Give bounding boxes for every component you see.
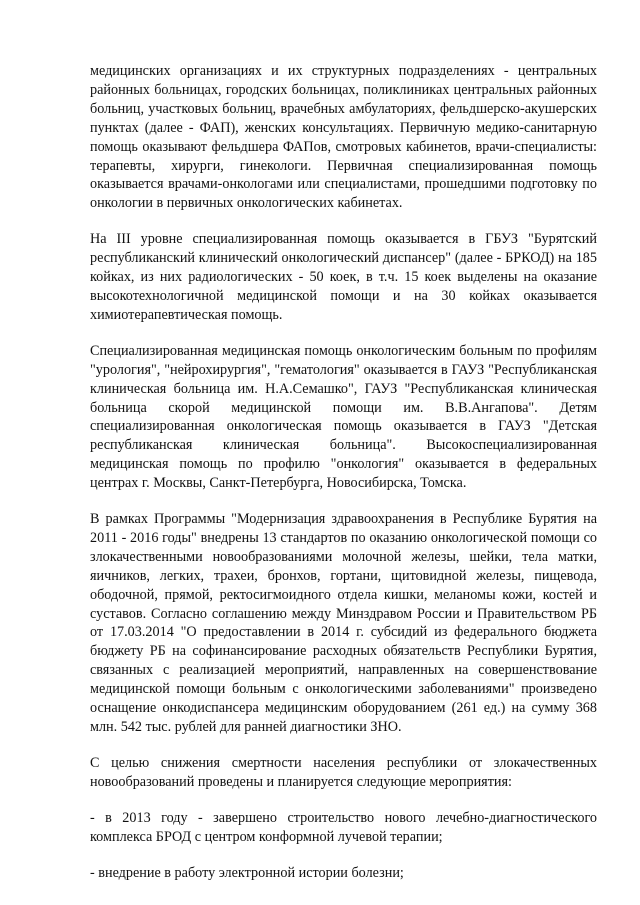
- paragraph-level-three-care: На III уровне специализированная помощь оказывается в ГБУЗ "Бурятский республиканский клинический онкологический диспансер" (далее - БРКОД) на 185 койках, из них радиологических - 50 коек, в т.ч. 15 коек выделены на оказание высокотехнологичной медицинской помощи и на 30 койках оказывается химиотерапевтическая помощь.: [90, 231, 597, 323]
- paragraph-modernization-program: В рамках Программы "Модернизация здравоохранения в Республике Бурятия на 2011 - 2016 годы" внедрены 13 стандартов по оказанию онкологической помощи со злокачественными новообразованиями молочной железы, шейки, тела матки, яичников, легких, трахеи, бронхов, гортани, щитовидной железы, пищевода, ободочной, прямой, ректосигмоидного отдела кишки, меланомы кожи, костей и суставов. Согласно соглашению между Минздравом России и Правительством РБ от 17.03.2014 "О предоставлении в 2014 г. субсидий из федерального бюджета бюджету РБ на софинансирование расходных обязательств Республики Бурятия, связанных с реализацией мероприятий, направленных на совершенствование медицинской помощи больным с онкологическими заболеваниями" произведено оснащение онкодиспансера медицинским оборудованием (261 ед.) на сумму 368 млн. 542 тыс. рублей для ранней диагностики ЗНО.: [90, 511, 597, 735]
- paragraph-mortality-reduction: С целью снижения смертности населения республики от злокачественных новообразований проведены и планируется следующие мероприятия:: [90, 754, 597, 790]
- paragraph-primary-care: медицинских организациях и их структурных подразделениях - центральных районных больницах, городских больницах, поликлиниках центральных районных больниц, участковых больниц, врачебных амбулаториях, фельдшерско-акушерских пунктах (далее - ФАП), женских консультациях. Первичную медико-санитарную помощь оказывают фельдшера ФАПов, смотровых кабинетов, врачи-специалисты: терапевты, хирурги, гинекологи. Первичная специализированная помощь оказывается врачами-онкологами или специалистами, прошедшими подготовку по онкологии в первичных онкологических кабинетах.: [90, 63, 597, 212]
- paragraph-specialized-care: Специализированная медицинская помощь онкологическим больным по профилям "урология", "нейрохирургия", "гематология" оказывается в ГАУЗ "Республиканская клиническая больница им. Н.А.Семашко", ГАУЗ "Республиканская клиническая больница скорой медицинской помощи им. В.В.Ангапова". Детям специализированная онкологическая помощь оказывается в ГАУЗ "Детская республиканская клиническая больница". Высокоспециализированная медицинская помощь по профилю "онкология" оказывается в федеральных центрах г. Москвы, Санкт-Петербурга, Новосибирска, Томска.: [90, 342, 597, 492]
- list-item-electronic-records: - внедрение в работу электронной истории болезни;: [90, 864, 404, 881]
- list-item-construction-2013: - в 2013 году - завершено строительство нового лечебно-диагностического комплекса БРОД с центром конформной лучевой терапии;: [90, 809, 597, 845]
